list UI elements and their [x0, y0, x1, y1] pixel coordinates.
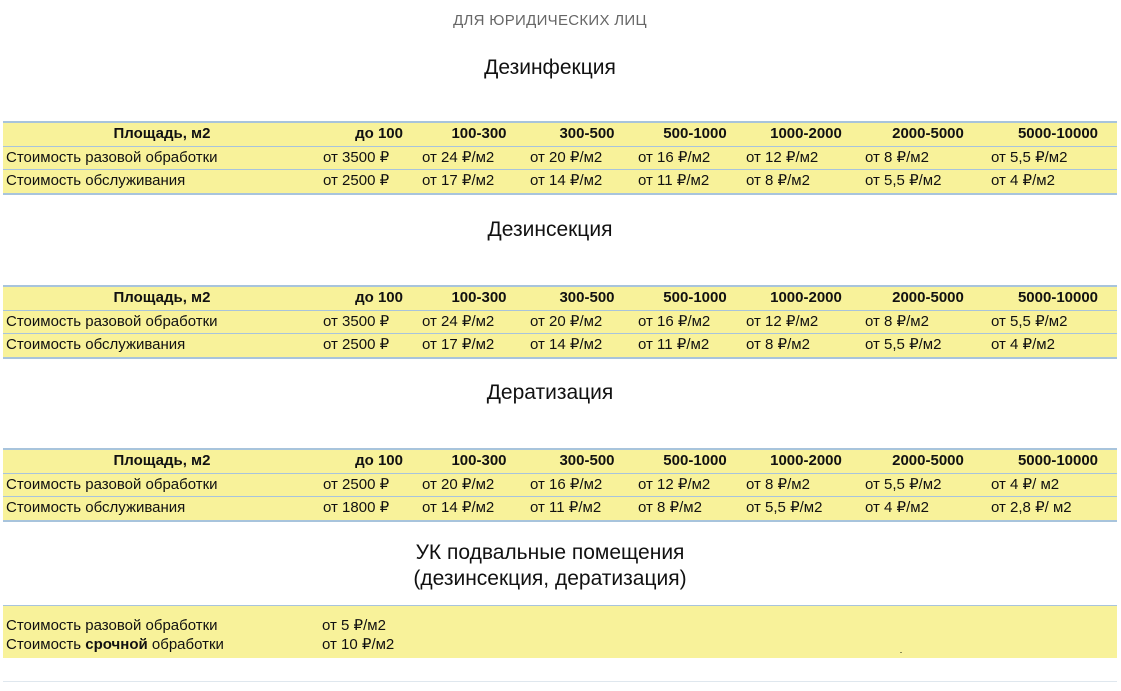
row-label: Стоимость разовой обработки [6, 617, 218, 634]
price-cell: от 5,5 ₽/м2 [865, 475, 942, 493]
price-cell: от 12 ₽/м2 [638, 475, 711, 493]
price-cell: от 3500 ₽ [323, 148, 390, 166]
price-cell: от 4 ₽/м2 [865, 499, 929, 516]
price-cell: от 2500 ₽ [323, 172, 390, 189]
table-header-row [3, 123, 1117, 146]
price-cell: от 16 ₽/м2 [638, 148, 711, 166]
price-cell: от 24 ₽/м2 [422, 312, 495, 330]
section-title-disinsection: Дезинсекция [487, 218, 613, 241]
table-row-service [3, 496, 1117, 520]
header-cell: 1000-2000 [770, 452, 842, 469]
header-cell: 500-1000 [663, 452, 727, 469]
bottom-divider [3, 681, 1117, 682]
row-label-part: обработки [147, 636, 224, 653]
price-table-deratization [3, 448, 1117, 522]
price-cell: от 4 ₽/м2 [991, 336, 1055, 353]
price-cell: от 5,5 ₽/м2 [865, 336, 942, 353]
table-row-one-time [3, 146, 1117, 170]
table-row-one-time [3, 473, 1117, 497]
row-label: Стоимость разовой обработки [6, 312, 218, 330]
price-cell: от 2500 ₽ [323, 475, 390, 493]
price-cell: от 8 ₽/м2 [865, 148, 929, 166]
price-cell: от 8 ₽/м2 [746, 336, 810, 353]
price-cell: от 5,5 ₽/м2 [865, 172, 942, 189]
header-cell-area: Площадь, м2 [113, 452, 211, 469]
price-cell: от 5,5 ₽/м2 [991, 312, 1068, 330]
row-label-part: Стоимость [6, 636, 86, 653]
scan-speck [900, 652, 902, 653]
price-cell: от 14 ₽/м2 [530, 336, 603, 353]
price-cell: от 12 ₽/м2 [746, 148, 819, 166]
price-table-disinfection [3, 121, 1117, 195]
header-cell: 100-300 [451, 289, 507, 306]
header-cell: до 100 [355, 452, 403, 469]
row-label: Стоимость обслуживания [6, 499, 186, 516]
header-cell: 2000-5000 [892, 452, 964, 469]
price-cell: от 16 ₽/м2 [530, 475, 603, 493]
header-cell: 5000-10000 [1017, 125, 1099, 142]
row-label: Стоимость обслуживания [6, 336, 186, 353]
price-cell: от 17 ₽/м2 [422, 336, 495, 353]
header-cell: 500-1000 [663, 289, 727, 306]
header-cell: до 100 [355, 125, 403, 142]
price-cell: от 11 ₽/м2 [638, 336, 710, 353]
price-cell: от 4 ₽/ м2 [991, 475, 1060, 493]
header-cell: 1000-2000 [770, 125, 842, 142]
price-cell: от 3500 ₽ [323, 312, 390, 330]
row-label: Стоимость разовой обработки [6, 475, 218, 493]
table-row-service [3, 333, 1117, 357]
section-subtitle-uk-basements: (дезинсекция, дератизация) [413, 567, 687, 590]
price-cell: от 8 ₽/м2 [865, 312, 929, 330]
price-cell: от 5 ₽/м2 [322, 617, 386, 634]
price-table-disinsection [3, 285, 1117, 359]
header-cell: 5000-10000 [1017, 289, 1099, 306]
header-cell-area: Площадь, м2 [113, 289, 211, 306]
section-title-uk-basements: УК подвальные помещения [415, 541, 685, 564]
price-cell: от 24 ₽/м2 [422, 148, 495, 166]
price-cell: от 8 ₽/м2 [638, 499, 702, 516]
price-cell: от 8 ₽/м2 [746, 475, 810, 493]
price-cell: от 5,5 ₽/м2 [991, 148, 1068, 166]
price-cell: от 4 ₽/м2 [991, 172, 1055, 189]
price-cell: от 2,8 ₽/ м2 [991, 499, 1072, 516]
price-cell: от 11 ₽/м2 [638, 172, 710, 189]
table-header-row [3, 450, 1117, 473]
price-cell: от 17 ₽/м2 [422, 172, 495, 189]
header-cell: 500-1000 [663, 125, 727, 142]
header-cell: 300-500 [559, 452, 615, 469]
header-cell: 300-500 [559, 125, 615, 142]
header-cell: до 100 [355, 289, 403, 306]
header-cell: 100-300 [451, 452, 507, 469]
row-label: Стоимость обслуживания [6, 172, 186, 189]
price-cell: от 10 ₽/м2 [322, 636, 395, 653]
header-cell: 300-500 [559, 289, 615, 306]
row-label [6, 636, 224, 654]
row-label-emphasis: срочной [85, 636, 148, 653]
price-cell: от 14 ₽/м2 [422, 499, 495, 516]
page-label: ДЛЯ ЮРИДИЧЕСКИХ ЛИЦ [453, 12, 647, 29]
table-row-service [3, 169, 1117, 193]
section-title-deratization: Дератизация [486, 381, 614, 404]
price-cell: от 14 ₽/м2 [530, 172, 603, 189]
price-cell: от 16 ₽/м2 [638, 312, 711, 330]
price-cell: от 20 ₽/м2 [530, 148, 603, 166]
price-cell: от 2500 ₽ [323, 336, 390, 353]
header-cell: 1000-2000 [770, 289, 842, 306]
header-cell: 100-300 [451, 125, 507, 142]
header-cell: 2000-5000 [892, 125, 964, 142]
price-cell: от 20 ₽/м2 [530, 312, 603, 330]
header-cell: 5000-10000 [1017, 452, 1099, 469]
price-table-uk-basements [3, 605, 1117, 658]
price-cell: от 11 ₽/м2 [530, 499, 602, 516]
price-cell: от 1800 ₽ [323, 499, 390, 516]
row-label: Стоимость разовой обработки [6, 148, 218, 166]
price-cell: от 8 ₽/м2 [746, 172, 810, 189]
header-cell-area: Площадь, м2 [113, 125, 211, 142]
section-title-disinfection: Дезинфекция [484, 56, 616, 79]
price-cell: от 5,5 ₽/м2 [746, 499, 823, 516]
price-cell: от 12 ₽/м2 [746, 312, 819, 330]
price-cell: от 20 ₽/м2 [422, 475, 495, 493]
table-row-one-time [3, 310, 1117, 334]
header-cell: 2000-5000 [892, 289, 964, 306]
table-header-row [3, 287, 1117, 310]
